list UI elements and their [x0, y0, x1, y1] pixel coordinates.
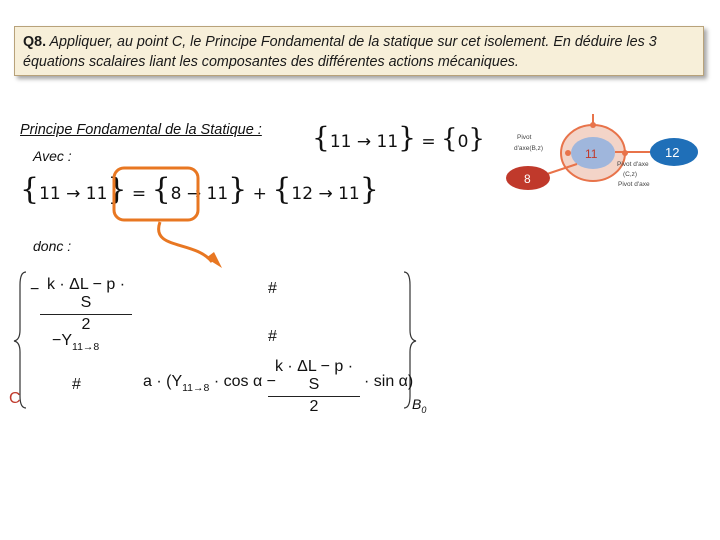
arrow-curve: [159, 222, 212, 262]
donc-label: donc :: [33, 238, 72, 254]
question-number: Q8.: [23, 34, 47, 50]
pivot-c-dot: [622, 150, 628, 156]
liaison-diagram: [505, 112, 715, 192]
question-text: Appliquer, au point C, le Principe Fondamental de la statique sur cet isolement. En déduire les 3 équations scalaires liant les composantes des différentes actions mécaniques.: [23, 34, 657, 70]
r3c2-fraction: $\frac{k \cdot \Delta L - p \cdot S}{2}$: [268, 358, 360, 416]
point-label: C: [9, 390, 21, 407]
r3c2-part-c: · sin α): [364, 373, 414, 390]
avec-equation: {11 → 11} = {8 → 11} + {12 → 11}: [20, 172, 379, 207]
solid-8-label: 8: [524, 172, 531, 186]
avec-label: Avec :: [33, 148, 72, 164]
pfs-title: Principe Fondamental de la Statique :: [20, 122, 262, 138]
svg-text:Pivot d'axe: Pivot d'axe: [618, 181, 650, 188]
highlight-box: [114, 168, 198, 220]
avec-term1: 8 → 11: [170, 184, 229, 204]
pivot-b-dot: [565, 150, 571, 156]
solid-12-label: 12: [665, 145, 680, 160]
pfs-equation: {11 → 11} = {0}: [312, 121, 485, 154]
svg-text:(C,z): (C,z): [623, 171, 638, 178]
base-label: $B_0$: [412, 396, 427, 415]
solid-11-label: 11: [585, 147, 598, 161]
avec-lhs: 11 → 11: [39, 184, 108, 204]
svg-text:d'axe(B,z): d'axe(B,z): [514, 145, 544, 152]
r2c1: $-Y_{11\to 8}$: [52, 332, 100, 353]
top-dot: [590, 122, 596, 128]
avec-term2: 12 → 11: [291, 184, 360, 204]
matrix-left-brace: [14, 272, 26, 408]
pivot-b-label: Pivot: [517, 134, 532, 141]
r2c2: #: [268, 328, 277, 345]
r3c2-part-a: $a \cdot (Y_{11\to 8} \cdot \cos \alpha$ −: [143, 373, 276, 394]
r1c2: #: [268, 280, 277, 297]
pfs-lhs: 11 → 11: [329, 132, 399, 152]
pfs-rhs: 0: [457, 132, 469, 152]
r3c1: #: [72, 376, 81, 393]
r1c1-fraction: $\frac{k \cdot \Delta L - p \cdot S}{2}$: [40, 276, 132, 334]
avec-plus: +: [252, 184, 267, 204]
pivot-c-label: Pivot d'axe: [617, 161, 649, 168]
